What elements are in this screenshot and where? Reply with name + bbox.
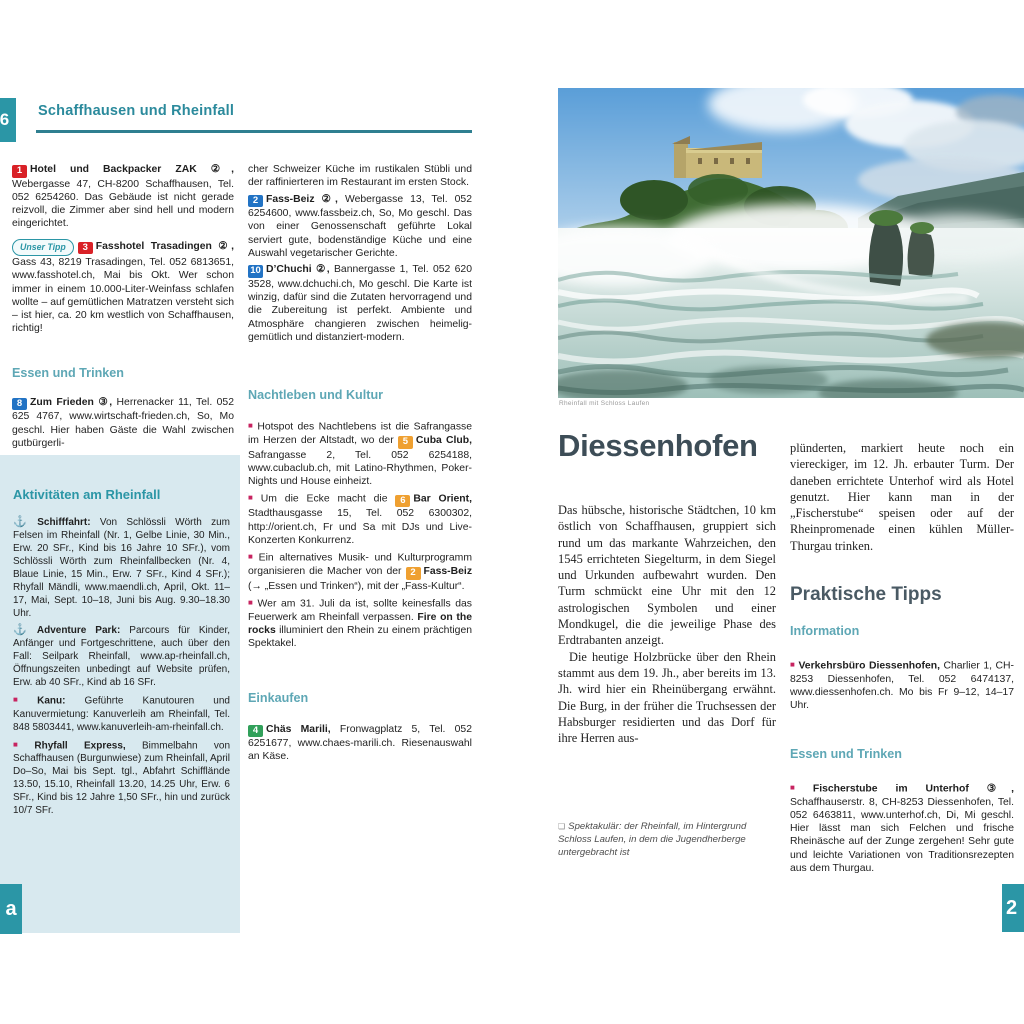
listing-zum-frieden: 8 Zum Frieden ③, Herrenacker 11, Tel. 052 625 4767, www.wirtschaft-frieden.ch, So, Mo geschl. Hier haben Gäste die Wahl zwischen gutbürgerli-	[12, 396, 234, 449]
listing-number-icon: 8	[12, 398, 27, 411]
info-verkehrsbuero: ■ Verkehrsbüro Diessenhofen, Charlier 1, CH-8253 Diessenhofen, Tel. 052 6474137, www.diessenhofen.ch. Mo bis Fr 9–12, 14–17 Uhr.	[790, 660, 1014, 712]
listing-number-icon: 2	[248, 195, 263, 208]
activity-rhyfall-express: ■ Rhyfall Express, Bimmelbahn von Schaffhausen (Burgunwiese) zum Rheinfall, April Do–So, Mai bis Sept. tgl., Abfahrt Schifflände 13.50, 15.10, Rheinfall 13.20, 14.25 Uhr, Erw. 6 SFr., Kind bis 12 Jahre 1,50 SFr., hin und zurück 10/7 SFr.	[13, 739, 231, 816]
bullet-icon: ■	[248, 421, 255, 431]
bullet-icon: ■	[13, 739, 32, 749]
runover-text: cher Schweizer Küche im rustikalen Stübli und der raffinierteren im Restaurant im ersten Stock.	[248, 164, 472, 189]
activities-box	[0, 455, 240, 933]
listing-fasshotel: Unser Tipp 3 Fasshotel Trasadingen ②, Gass 43, 8219 Trasadingen, Tel. 052 6813651, www.fasshotel.ch, Mai bis Okt. Wer schon immer in einem 10.000-Liter-Weinfass schlafen wollte – auf gemütlichen Matratzen versteht sich – ist hier, ca. 20 km westlich von Schaffhausen, richtig!	[12, 240, 234, 335]
photo-credit: Rheinfall mit Schloss Laufen	[559, 400, 650, 407]
article-title: Diessenhofen	[558, 428, 758, 463]
right-column-1	[558, 428, 776, 746]
caption-marker-icon: ❏	[558, 822, 566, 831]
listing-dchuchi: 10 D’Chuchi ②, Bannergasse 1, Tel. 052 620 3528, www.dchuchi.ch, Mo geschl. Die Karte ist winzig, dafür sind die Zutaten hervorragend und die Zubereitung ist perfekt. Ambiente und Atmosphäre changieren zwischen heimelig-gemütlich und distanziert-modern.	[248, 264, 472, 343]
article-paragraph: Das hübsche, historische Städtchen, 10 km östlich von Schaffhausen, gruppiert sich rund um das markante Wahrzeichen, den 1545 errichteten Siegelturm, in dem Siegel und Urkunden aufbewahrt wurden. Den Turm schmückt eine Uhr mit den 12 astrologischen Symbolen und einer Mondkugel, die die jeweilige Phase des Erdtrabanten anzeigt.	[558, 503, 776, 648]
listing-number-icon: 6	[395, 495, 410, 508]
chapter-tab-top: 6	[0, 98, 16, 142]
listing-number-icon: 1	[12, 165, 27, 178]
photo-caption: ❏ Spektakulär: der Rheinfall, im Hintergrund Schloss Laufen, in dem die Jugendherberge untergebracht ist	[558, 821, 747, 858]
bullet-icon: ■	[790, 660, 796, 670]
bullet-icon: ■	[248, 597, 255, 607]
boat-icon: ⚓	[13, 516, 34, 528]
listing-fass-beiz: 2 Fass-Beiz ②, Webergasse 13, Tel. 052 6254600, www.fassbeiz.ch, So, Mo geschl. Das von einer Genossenschaft geführte Lokal serviert gute, bodenständige Küche und eine Auswahl vegetarischer Gerichte.	[248, 193, 472, 259]
header-rule	[36, 130, 472, 133]
listing-number-icon: 2	[406, 567, 421, 580]
nightlife-fireworks: ■ Wer am 31. Juli da ist, sollte keinesfalls das Feuerwerk am Rheinfall verpassen. Fire on the rocks illuminiert den Rhein zu einem prächtigen Spektakel.	[248, 597, 473, 650]
section-heading-essen: Essen und Trinken	[12, 365, 124, 380]
listing-number-icon: 4	[248, 725, 263, 738]
bullet-icon: ■	[13, 695, 35, 704]
article-paragraph: Die heutige Holzbrücke über den Rhein stammt aus dem 19. Jh., aber bereits im 13. Jh. wird hier ein Rheinübergang erwähnt. Die Burg, in der früher die Truchsessen der Habsburger residierten und das Dorf für ihre Herren aus-	[558, 649, 776, 746]
listing-chaes-marili: 4 Chäs Marili, Fronwagplatz 5, Tel. 052 6251677, www.chaes-marili.ch. Riesenauswahl an Käse.	[248, 723, 472, 763]
nightlife-fass-kultur: ■ Ein alternatives Musik- und Kulturprogramm organisieren die Macher von der 2 Fass-Beiz (→ „Essen und Trinken“), mit der „Fass-Kultur“.	[248, 552, 473, 592]
section-heading-praktische-tipps: Praktische Tipps	[790, 584, 942, 606]
rheinfall-photo	[558, 88, 1024, 398]
listing-number-icon: 10	[248, 265, 263, 278]
page-title: Schaffhausen und Rheinfall	[38, 103, 235, 119]
nightlife-cuba-club: ■ Hotspot des Nachtlebens ist die Safrangasse im Herzen der Altstadt, wo der 5 Cuba Club, Safrangasse 2, Tel. 052 6254188, www.cubaclub.ch, mit Latino-Rhythmen, Poker-Nights und House einheizt.	[248, 421, 472, 488]
page-number-tab-right: 2	[1002, 884, 1024, 932]
tip-badge: Unser Tipp	[12, 239, 74, 256]
section-heading-nachtleben: Nachtleben und Kultur	[248, 388, 384, 403]
activity-schifffahrt: ⚓ Schifffahrt: Von Schlössli Wörth zum Felsen im Rheinfall (Nr. 1, Gelbe Linie, 30 Min., Erw. 20 SFr., Kind bis 16 Jahre 10 SFr.), vom Schlössli Wörth zum Rheinfallbecken (Nr. 4, Blaue Linie, 15 Min., Erw. 7 SFr., Kind 4 SFr.); Rhyfall Mändli, www.maendli.ch, April, Okt. 11–17, Mai, Sept. 10–18, Juni bis Aug. 9.30–18.30 Uhr.	[13, 516, 230, 619]
activities-heading: Aktivitäten am Rheinfall	[13, 487, 161, 502]
listing-hotel-zak: 1 Hotel und Backpacker ZAK ②, Webergasse 47, CH-8200 Schaffhausen, Tel. 052 6254260. Das Gebäude ist nicht gerade reizvoll, die Zimmer aber sind hell und modern eingerichtet.	[12, 164, 234, 230]
section-heading-einkaufen: Einkaufen	[248, 690, 309, 705]
left-column-1	[12, 163, 234, 453]
left-column-2	[248, 163, 472, 767]
article-paragraph: plünderten, markiert heute noch ein viereckiger, im 12. Jh. erbauter Turm. Der daneben errichtete Unterhof wird als Hotel genutzt. Hier kann man in der „Fischerstube“ speisen oder auf der Rheinpromenade einen kühlen Müller-Thurgau trinken.	[790, 441, 1014, 553]
listing-number-icon: 3	[78, 242, 93, 255]
bullet-icon: ■	[248, 493, 258, 503]
boat-icon: ⚓	[13, 624, 33, 636]
nightlife-bar-orient: ■ Um die Ecke macht die 6 Bar Orient, Stadthausgasse 15, Tel. 052 6300302, http://orient.ch, Fr und Sa mit DJs und Live-Konzerten Konkurrenz.	[248, 493, 473, 547]
right-column-2	[790, 440, 1014, 878]
activity-kanu: ■ Kanu: Geführte Kanutouren und Kanuvermietung: Kanuverleih am Rheinfall, Tel. 848 5803441, www.kanuverleih-am-rheinfall.ch.	[13, 695, 230, 733]
page-number-tab-left: a	[0, 884, 22, 934]
listing-number-icon: 5	[398, 436, 413, 449]
section-heading-information: Information	[790, 624, 860, 639]
listing-fischerstube: ■ Fischerstube im Unterhof ③, Schaffhauserstr. 8, CH-8253 Diessenhofen, Tel. 052 6463811, www.unterhof.ch, Di, Mi geschl. Hier lässt man sich Felchen und frische Rheinäsche auf der Zunge zergehen! Sehr gute und leichte Variationen von Traditionsrezepten aus dem Thurgau.	[790, 782, 1014, 875]
section-heading-essen-trinken: Essen und Trinken	[790, 746, 902, 761]
bullet-icon: ■	[248, 552, 256, 562]
activity-adventure-park: ⚓ Adventure Park: Parcours für Kinder, Anfänger und Fortgeschrittene, auch über den Fall: Seilpark Rheinfall, www.ap-rheinfall.ch, Öffnungszeiten unbedingt auf Website prüfen, Erw. ab 40 SFr., Kind ab 16 SFr.	[13, 624, 231, 688]
bullet-icon: ■	[790, 782, 810, 792]
